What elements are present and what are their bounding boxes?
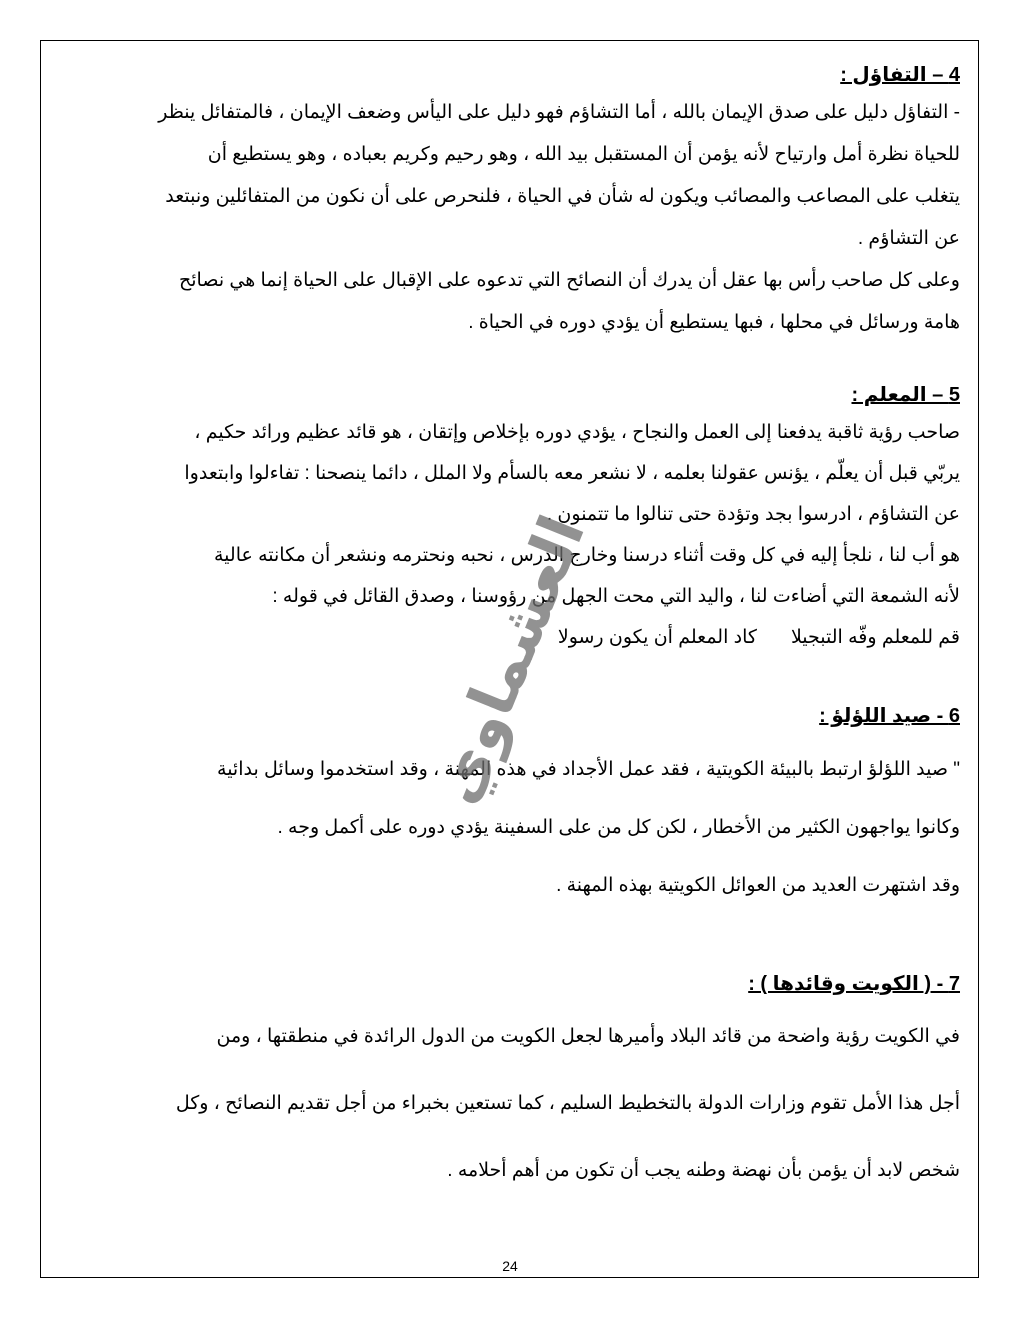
text-line: يتغلب على المصاعب والمصائب ويكون له شأن في الحياة ، فلنحرص على أن نكون من المتفائلين ونبتعد	[165, 186, 960, 207]
verse-second-hemistich: كاد المعلم أن يكون رسولا	[557, 627, 757, 648]
section-heading: 6 - صيد اللؤلؤ :	[819, 705, 960, 727]
page-number: 24	[502, 1258, 518, 1274]
text-line: لأنه الشمعة التي أضاءت لنا ، واليد التي محت الجهل من رؤوسنا ، وصدق القائل في قوله :	[272, 586, 960, 607]
text-line: هامة ورسائل في محلها ، فبها يستطيع أن يؤدي دوره في الحياة .	[468, 312, 960, 333]
section-heading: 7 - ( الكويت وقائدها ) :	[748, 973, 960, 995]
text-line: - التفاؤل دليل على صدق الإيمان بالله ، أما التشاؤم فهو دليل على اليأس وضعف الإيمان ، فالمتفائل ينظر	[158, 102, 960, 123]
text-line: شخص لابد أن يؤمن بأن نهضة وطنه يجب أن تكون من أهم أحلامه .	[447, 1160, 960, 1181]
section-optimism	[60, 58, 960, 344]
text-line: صاحب رؤية ثاقبة يدفعنا إلى العمل والنجاح ، يؤدي دوره بإخلاص وإتقان ، هو قائد عظيم ورائد حكيم ،	[194, 422, 960, 443]
author-watermark: العشماوي	[420, 506, 599, 814]
section-paragraph	[60, 1003, 960, 1204]
text-line: وقد اشتهرت العديد من العوائل الكويتية بهذه المهنة .	[556, 875, 960, 896]
section-paragraph	[60, 92, 960, 344]
text-line: عن التشاؤم ، ادرسوا بجد وتؤدة حتى تنالوا ما تتمنون .	[546, 504, 960, 525]
section-kuwait-leader	[60, 967, 960, 1204]
text-line: يربّي قبل أن يعلّم ، يؤنس عقولنا بعلمه ، لا نشعر معه بالسأم ولا الملل ، دائما ينصحنا : تفاءلوا وابتعدوا	[184, 463, 960, 484]
section-paragraph	[60, 741, 960, 915]
text-line: وكانوا يواجهون الكثير من الأخطار ، لكن كل من على السفينة يؤدي دوره على أكمل وجه .	[277, 817, 960, 838]
text-line: للحياة نظرة أمل وارتياح لأنه يؤمن أن المستقبل بيد الله ، وهو رحيم وكريم بعباده ، وهو يستطيع أن	[207, 144, 960, 165]
text-line: وعلى كل صاحب رأس بها عقل أن يدرك أن النصائح التي تدعوه على الإقبال على الحياة إنما هي نصائح	[179, 270, 960, 291]
text-line: هو أب لنا ، نلجأ إليه في كل وقت أثناء درسنا وخارج الدرس ، نحبه ونحترمه ونشعر أن مكانته عالية	[213, 545, 960, 566]
text-line: " صيد اللؤلؤ ارتبط بالبيئة الكويتية ، فقد عمل الأجداد في هذه المهنة ، وقد استخدموا وسائل بدائية	[217, 759, 960, 780]
text-line: في الكويت رؤية واضحة من قائد البلاد وأميرها لجعل الكويت من الدول الرائدة في منطقتها ، ومن	[216, 1026, 960, 1047]
verse-first-hemistich: قم للمعلم وفّه التبجيلا	[790, 627, 960, 648]
text-line: عن التشاؤم .	[857, 228, 960, 249]
text-line: أجل هذا الأمل تقوم وزارات الدولة بالتخطيط السليم ، كما تستعين بخبراء من أجل تقديم النصائح ، وكل	[175, 1093, 960, 1114]
section-heading: 5 – المعلم :	[851, 384, 960, 406]
section-heading: 4 – التفاؤل :	[840, 64, 960, 86]
